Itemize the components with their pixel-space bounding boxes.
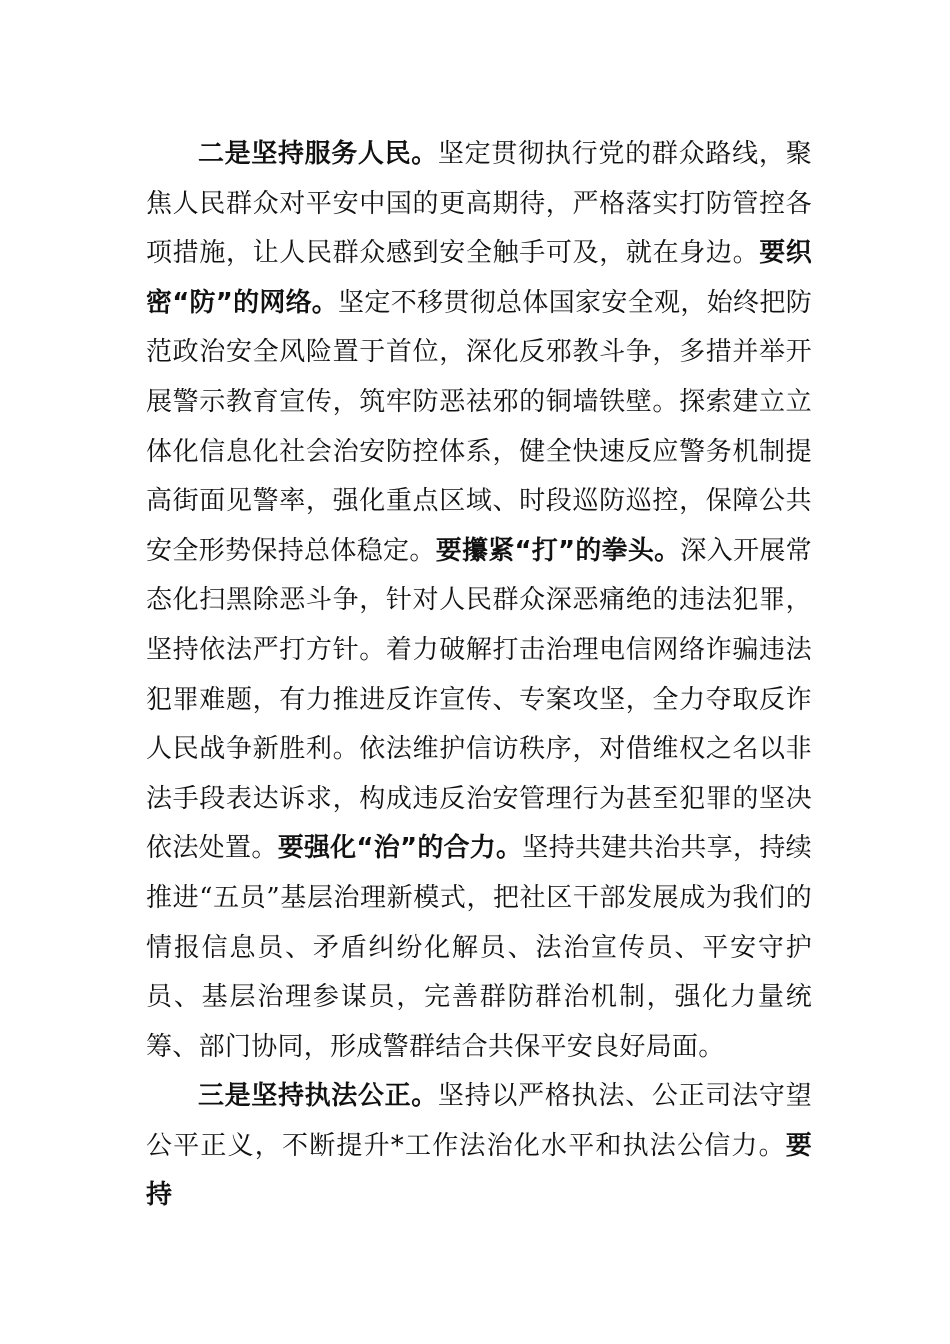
paragraph-fair-enforcement [146, 1072, 812, 1221]
heading-serve-people: 二是坚持服务人民。 [198, 139, 438, 169]
paragraph-text: 坚持共建共治共享，持续推进“五员”基层治理新模式，把社区干部发展成为我们的情报信息员、矛盾纠纷化解员、法治宣传员、平安守护员、基层治理参谋员，完善群防群治机制，强化力量统筹、部门协同，形成警群结合共保平安良好局面。 [146, 833, 812, 1062]
heading-prevention-network: 要织密“防”的网络。 [146, 238, 812, 318]
paragraph-serve-people [146, 130, 812, 1072]
heading-crackdown-fist: 要攥紧“打”的拳头。 [435, 535, 681, 566]
paragraph-text: 坚定贯彻执行党的群众路线，聚焦人民群众对平安中国的更高期待，严格落实打防管控各项措施，让人民群众感到安全触手可及，就在身边。 [146, 139, 812, 269]
document-body [146, 130, 812, 1221]
paragraph-text: 坚定不移贯彻总体国家安全观，始终把防范政治安全风险置于首位，深化反邪教斗争，多措并举开展警示教育宣传，筑牢防恶祛邪的铜墙铁壁。探索建立立体化信息化社会治安防控体系，健全快速反应警务机制提高街面见警率，强化重点区域、时段巡防巡控，保障公共安全形势保持总体稳定。 [146, 287, 812, 566]
heading-continuation: 要持 [146, 1130, 812, 1211]
heading-fair-enforcement: 三是坚持执法公正。 [198, 1081, 438, 1112]
paragraph-text: 深入开展常态化扫黑除恶斗争，针对人民群众深恶痛绝的违法犯罪，坚持依法严打方针。着力破解打击治理电信网络诈骗违法犯罪难题，有力推进反诈宣传、专案攻坚，全力夺取反诈人民战争新胜利。依法维护信访秩序，对借维权之名以非法手段表达诉求，构成违反治安管理行为甚至犯罪的坚决依法处置。 [146, 535, 812, 864]
heading-governance-synergy: 要强化“治”的合力。 [277, 833, 523, 864]
paragraph-text: 坚持以严格执法、公正司法守望公平正义，不断提升*工作法治化水平和执法公信力。 [146, 1081, 812, 1161]
